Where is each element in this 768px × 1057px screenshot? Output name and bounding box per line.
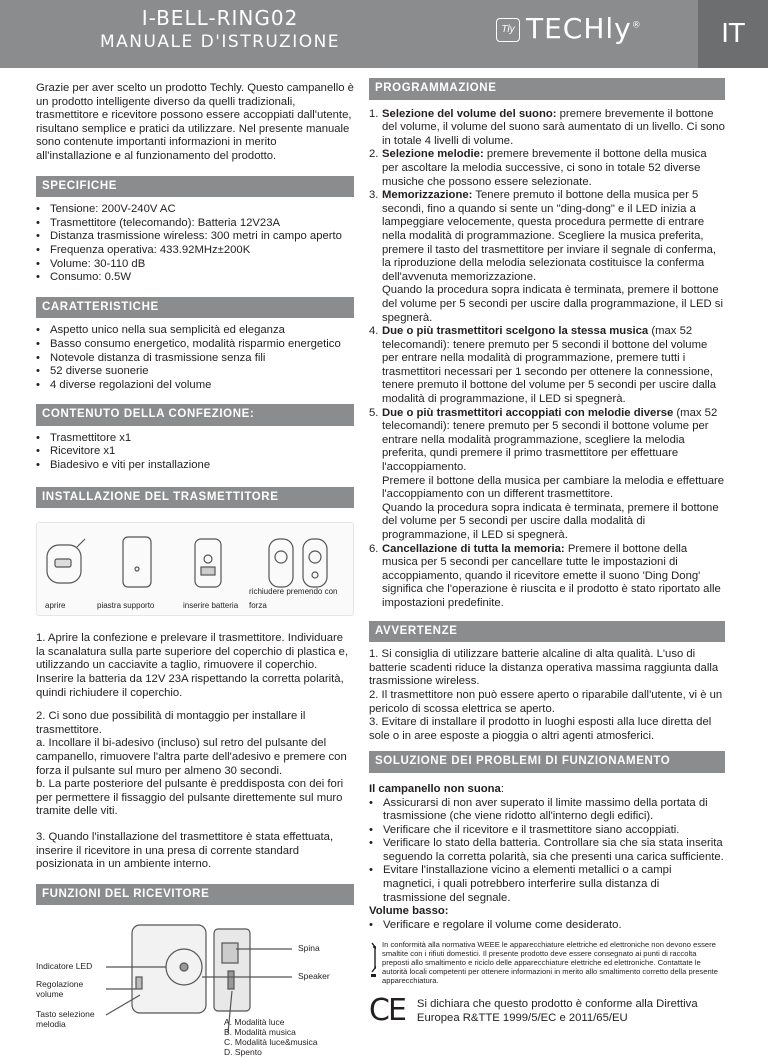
ce-mark-icon: CE xyxy=(369,993,405,1029)
section-title-contenuto: CONTENUTO DELLA CONFEZIONE: xyxy=(36,404,354,426)
install-step-2a: a. Incollare il bi-adesivo (incluso) sul retro del pulsante del campanello, rimuovere l'altra parte dell'adesivo e premere con forza il pulsante sul muro per almeno 30 secondi. xyxy=(36,737,347,777)
section-title-specifiche: SPECIFICHE xyxy=(36,176,354,198)
list-item: 1. Selezione del volume del suono: premere brevemente il bottone del volume, il volume del suono sarà aumentato di un livello. Ci sono in totale 4 livelli di volume. xyxy=(369,107,725,147)
warning-item: 3. Evitare di installare il prodotto in luoghi esposti alla luce diretta del sole o in aree esposte a pioggia o altri agenti atmosferici. xyxy=(369,716,712,742)
list-item: • Verificare lo stato della batteria. Controllare sia che sia stata inserita seguendo la corretta polarità, sia che presenti una carica sufficiente. xyxy=(369,837,725,864)
manual-subtitle: MANUALE D'ISTRUZIONE xyxy=(99,32,341,52)
receiver-diagram xyxy=(36,915,354,1055)
list-item: • Verificare che il ricevitore e il trasmettitore siano accoppiati. xyxy=(369,824,725,838)
list-item: 3. Memorizzazione: Tenere premuto il bottone della musica per 5 secondi, fino a quando si sente un "ding-dong" e il LED inizia a lampeggiare velocemente, questa procedura permette di entrare nella modalità di programmazione. Scegliere la musica preferita, premere il tasto del trasmettitore per inviare il segnale di conferma, la riproduzione della melodia selezionata costituisce la conferma dell'avvenuta memorizzazione. Quando la procedura sopra indicata è terminata, premere il bottone del volume per 5 secondi per uscire dalla programmazione, il LED si spegnerà. xyxy=(369,189,723,324)
list-item: • Distanza trasmissione wireless: 300 metri in campo aperto xyxy=(36,230,354,244)
list-item: • Assicurarsi di non aver superato il limite massimo della portata di trasmissione (che viene ridotto all'interno degli edifici). xyxy=(369,797,725,824)
list-item: • Trasmettitore x1 xyxy=(36,432,354,446)
caption-inserire: inserire batteria xyxy=(183,600,239,610)
install-step-3: 3. Quando l'installazione del trasmettitore è stata effettuata, inserire il ricevitore in una presa di corrente standard posizionata in un ambiente interno. xyxy=(36,830,334,871)
label-led: Indicatore LED xyxy=(36,961,93,972)
trouble-list-2 xyxy=(369,919,725,933)
spec-list xyxy=(36,203,354,285)
install-step-1: 1. Aprire la confezione e prelevare il trasmettitore. Individuare la scanalatura sulla parte superiore del coperchio di plastica e, utilizzando un cacciavite a taglio, rimuovere il coperchio. Inserire la batteria da 12V 23A rispettando la corretta polarità, quindi richiudere il coperchio. xyxy=(36,632,349,699)
list-item: • Volume: 30-110 dB xyxy=(36,258,354,272)
list-item: • Biadesivo e viti per installazione xyxy=(36,459,354,473)
warning-item: 2. Il trasmettitore non può essere aperto o riparabile dall'utente, vi è un pericolo di scossa elettrica se aperto. xyxy=(369,688,723,715)
section-title-avvertenze: AVVERTENZE xyxy=(369,621,725,643)
list-item: • Trasmettitore (telecomando): Batteria 12V23A xyxy=(36,217,354,231)
weee-text: In conformità alla normativa WEEE le apparecchiature elettriche ed elettroniche non devono essere smaltite con i rifiuti domestici. Il presente prodotto deve essere consegnato ai punti di raccolta preposti allo smaltimento e riciclo delle apparecchiature elettriche ed elettroniche. Contattate le autorità locali competenti per ottenere informazioni in merito allo smaltimento corretto della presente apparecchiatura. xyxy=(382,940,718,986)
caption-aprire: aprire xyxy=(45,600,66,610)
list-item: • 52 diverse suonerie xyxy=(36,365,354,379)
list-item: • Evitare l'installazione vicino a elementi metallici o a campi magnetici, i quali potrebbero interferire sulla distanza di trasmissione del segnale. xyxy=(369,864,725,905)
list-item: • Frequenza operativa: 433.92MHz±200K xyxy=(36,244,354,258)
list-item: • Basso consumo energetico, modalità risparmio energetico xyxy=(36,338,354,352)
language-tab: IT xyxy=(698,0,768,68)
ce-declaration xyxy=(369,993,725,1029)
mode-list xyxy=(224,1017,318,1057)
programming-list xyxy=(369,108,725,611)
techly-badge-icon: Tly xyxy=(496,18,520,42)
trouble-heading-1: Il campanello non suona: xyxy=(369,782,504,795)
list-item: • Aspetto unico nella sua semplicità ed eleganza xyxy=(36,324,354,338)
label-spina: Spina xyxy=(298,943,320,954)
list-item: • Verificare e regolare il volume come desiderato. xyxy=(369,919,725,933)
ce-text: Si dichiara che questo prodotto è conforme alla Direttiva Europea R&TTE 1999/5/EC e 2011/65/EU xyxy=(416,998,698,1025)
model-title: I-BELL-RING02 xyxy=(141,6,299,30)
mode-item: B. Modalità musica xyxy=(224,1027,296,1038)
weee-notice xyxy=(369,940,725,985)
section-title-funzioni: FUNZIONI DEL RICEVITORE xyxy=(36,884,354,906)
intro-paragraph: Grazie per aver scelto un prodotto Techly. Questo campanello è un prodotto intelligente diverso da quelli tradizionali, trasmettitore e ricevitore possono essere accoppiati dall'utente, risultano semplice e pratici da utilizzare. Nel presente manuale sono contenute importanti informazioni in merito all'installazione e al funzionamento del prodotto. xyxy=(36,82,354,162)
trouble-heading-2: Volume basso: xyxy=(369,905,449,918)
warning-item: 1. Si consiglia di utilizzare batterie alcaline di alta qualità. L'uso di batterie scadenti riduce la distanza operativa massima raggiunta dalla trasmissione wireless. xyxy=(369,648,719,688)
package-list xyxy=(36,432,354,473)
caption-richiudere: richiudere premendo con forza xyxy=(249,587,338,610)
label-tasto: Tasto selezione melodia xyxy=(36,1009,95,1030)
section-title-soluzione: SOLUZIONE DEI PROBLEMI DI FUNZIONAMENTO xyxy=(369,751,725,773)
right-column xyxy=(369,78,725,1029)
list-item: • Tensione: 200V-240V AC xyxy=(36,203,354,217)
mode-item: C. Modalità luce&musica xyxy=(224,1037,318,1048)
list-item: 4. Due o più trasmettitori scelgono la stessa musica (max 52 telecomandi): tenere premuto per 5 secondi il bottone del volume per entrare nella modalità di programmazione, premere tutti i trasmettitori necessari per 1 secondo per ottenere la connessione, tenere premuto il bottone del volume per 5 secondi per uscire dalla modalità di programmazione, il LED si spegnerà. xyxy=(369,325,717,406)
weee-bin-icon xyxy=(369,940,376,978)
header-band xyxy=(0,0,768,68)
trouble-list-1 xyxy=(369,797,725,906)
install-step-2: 2. Ci sono due possibilità di montaggio per installare il trasmettitore. xyxy=(36,710,306,736)
caption-piastra: piastra supporto xyxy=(97,600,155,610)
feature-list xyxy=(36,324,354,392)
list-item: • Consumo: 0.5W xyxy=(36,271,354,285)
list-item: • Ricevitore x1 xyxy=(36,445,354,459)
list-item: • Notevole distanza di trasmissione senza fili xyxy=(36,352,354,366)
list-item: 6. Cancellazione di tutta la memoria: Premere il bottone della musica per 5 secondi per cancellare tutte le impostazioni di accoppiamento, quando il ricevitore emette il suono 'Ding Dong' significa che l'operazione è riuscita e il prodotto è stato riportato alle impostazioni predefinite. xyxy=(369,542,721,609)
mode-item: D. Spento xyxy=(224,1047,262,1057)
transmitter-install-illustration xyxy=(36,522,354,616)
brand-logo: TECHly® xyxy=(526,12,642,45)
install-step-2b: b. La parte posteriore del pulsante è preddisposta con dei fori per permettere il fissaggio del pulsante direttemente sul muro tramite delle viti. xyxy=(36,778,344,818)
list-item: 5. Due o più trasmettitori accoppiati con melodie diverse (max 52 telecomandi): tenere premuto per 5 secondi il bottone volume per entrare nella modalità programmazione, scegliere la melodia preferita, qundi premere il primo trasmettitore per effettuare l'accoppiamento. Premere il bottone della musica per cambiare la melodia e effettuare l'accoppiamento con un different trasmettitore. Quando la procedura sopra indicata è terminata, premere il bottone del volume per 5 secondi per uscire dalla modalità di programmazione, il LED si spegnerà. xyxy=(369,406,725,541)
list-item: 2. Selezione melodie: premere brevemente il bottone della musica per ascoltare la melodia successive, ci sono in totale 52 diverse musiche che possono essere selezionate. xyxy=(369,148,707,188)
label-volume: Regolazione volume xyxy=(36,979,84,1000)
label-speaker: Speaker xyxy=(298,971,330,982)
section-title-programmazione: PROGRAMMAZIONE xyxy=(369,78,725,100)
section-title-installazione: INSTALLAZIONE DEL TRASMETTITORE xyxy=(36,487,354,509)
left-column xyxy=(36,82,354,1055)
mode-item: A. Modalità luce xyxy=(224,1017,285,1028)
list-item: • 4 diverse regolazioni del volume xyxy=(36,379,354,393)
section-title-caratteristiche: CARATTERISTICHE xyxy=(36,297,354,319)
